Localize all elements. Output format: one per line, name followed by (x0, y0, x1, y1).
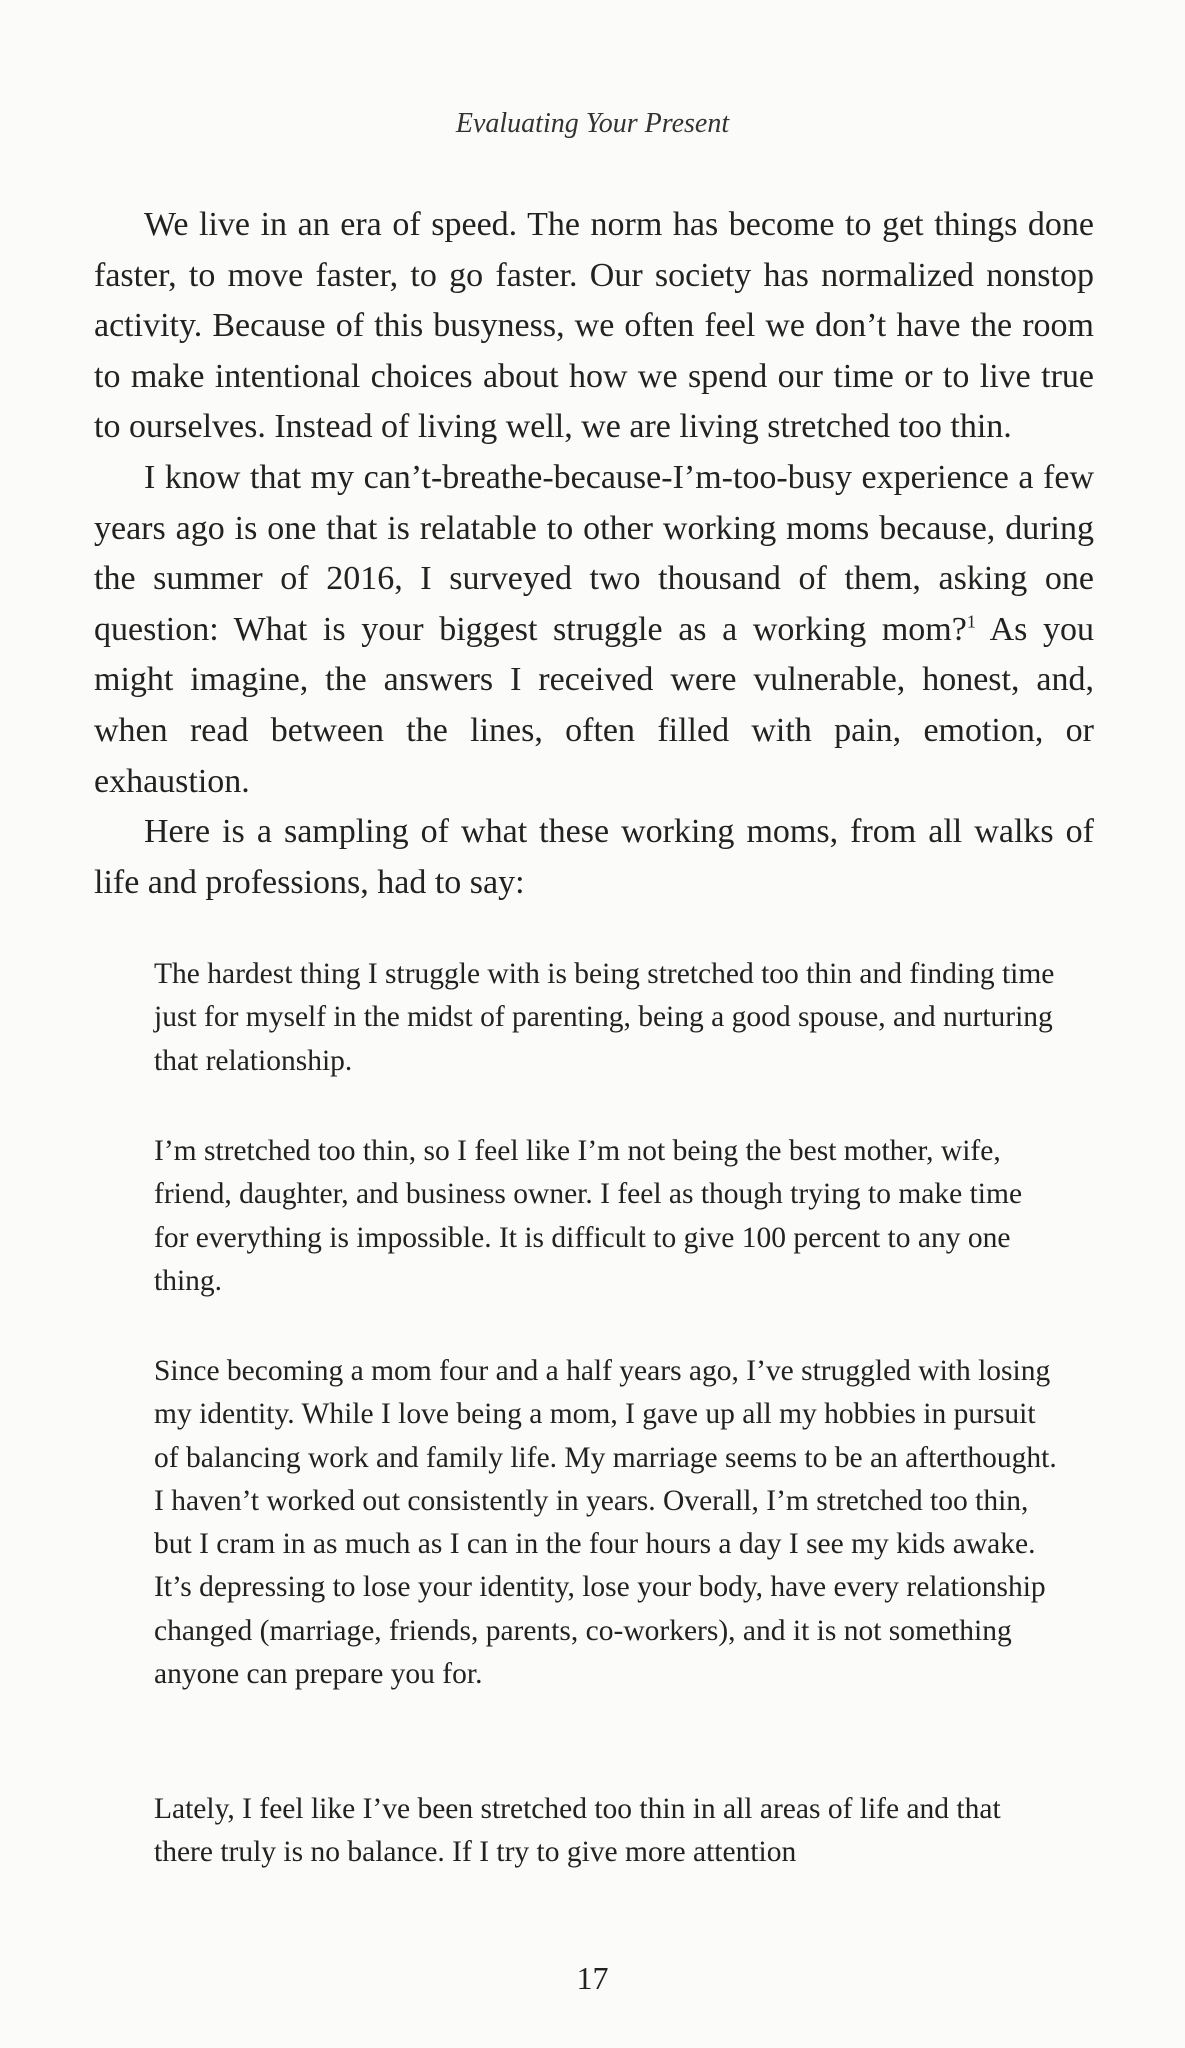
paragraph-text: I know that my can’t-breathe-because-I’m-too-busy experience a few years ago is one that is relatable to other working moms because, during the summer of 2016, I surveyed two thousand of them, asking one question: What is your biggest struggle as a working mom? (94, 458, 1094, 648)
running-header: Evaluating Your Present (455, 108, 730, 139)
quote-text: I’m stretched too thin, so I feel like I’m not being the best mother, wife, friend, daughter, and business owner. I feel as though trying to make time for everything is impossible. It is difficult to give 100 percent to any one thing. (154, 1135, 1023, 1297)
body-text (94, 200, 1094, 908)
block-quote (154, 1130, 1059, 1303)
paragraph-text: As you might imagine, the answers I received were vulnerable, honest, and, when read between the lines, often filled with pain, emotion, or exhaustion. (94, 610, 1094, 800)
footnote-marker: 1 (966, 611, 976, 632)
block-quote (154, 1788, 1059, 1875)
body-paragraph: We live in an era of speed. The norm has become to get things done faster, to move faster, to go faster. Our society has normalized nonstop activity. Because of this busyness, we often feel we don’t have the room to make intentional choices about how we spend our time or to live true to ourselves. Instead of living well, we are living stretched too thin. (94, 206, 1094, 446)
page-number: 17 (576, 1960, 609, 1996)
quote-text: Lately, I feel like I’ve been stretched too thin in all areas of life and that there truly is no balance. If I try to give more attention (154, 1793, 1001, 1869)
block-quote (154, 1350, 1059, 1696)
body-paragraph (94, 453, 1094, 807)
block-quote (154, 953, 1059, 1083)
quote-text: Since becoming a mom four and a half years ago, I’ve struggled with losing my identity. While I love being a mom, I gave up all my hobbies in pursuit of balancing work and family life. My marriage seems to be an afterthought. I haven’t worked out consistently in years. Overall, I’m stretched too thin, but I cram in as much as I can in the four hours a day I see my kids awake. It’s depressing to lose your identity, lose your body, have every relationship changed (marriage, friends, parents, co-workers), and it is not something anyone can prepare you for. (154, 1355, 1057, 1691)
quote-text: The hardest thing I struggle with is being stretched too thin and finding time just for myself in the midst of parenting, being a good spouse, and nurturing that relationship. (154, 958, 1055, 1077)
body-paragraph: Here is a sampling of what these working moms, from all walks of life and professions, had to say: (94, 813, 1094, 901)
